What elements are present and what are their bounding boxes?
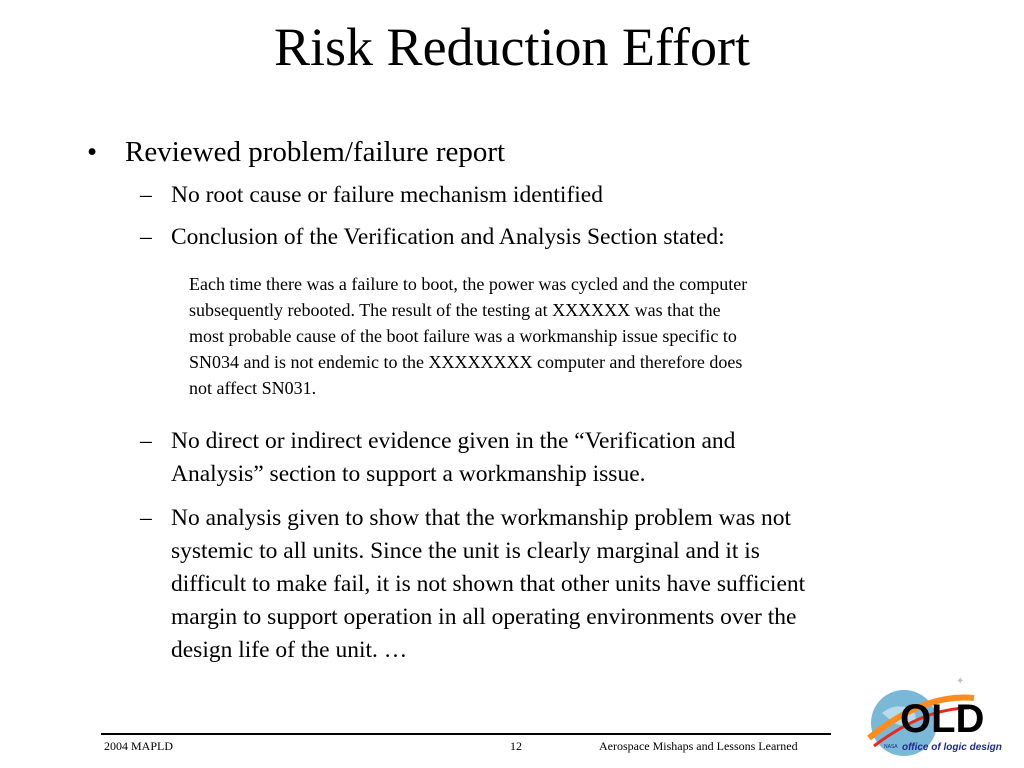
subitem-line: Analysis” section to support a workmanship issue. bbox=[171, 461, 646, 487]
subitem-line: systemic to all units. Since the unit is clearly marginal and it is bbox=[171, 538, 760, 564]
logo-tagline: office of logic design bbox=[902, 742, 1002, 753]
subitem-text: Conclusion of the Verification and Analysis Section stated: bbox=[171, 224, 725, 250]
bullet-icon: • bbox=[87, 136, 98, 168]
logo-small-text: NASA bbox=[884, 744, 898, 750]
quote-line: not affect SN031. bbox=[189, 378, 317, 398]
quote-line: SN034 and is not endemic to the XXXXXXXX computer and therefore does bbox=[189, 352, 743, 372]
page-number: 12 bbox=[510, 739, 522, 753]
quote-line: subsequently rebooted. The result of the testing at XXXXXX was that the bbox=[189, 300, 721, 320]
subitem-line: margin to support operation in all operating environments over the bbox=[171, 604, 797, 630]
subitem-text bbox=[171, 502, 961, 667]
footer-left: 2004 MAPLD bbox=[104, 739, 174, 753]
dash-icon: – bbox=[140, 224, 152, 250]
subitem-text bbox=[171, 425, 961, 491]
logo-wordmark: OLD bbox=[900, 697, 985, 741]
subitem-line: difficult to make fail, it is not shown that other units have sufficient bbox=[171, 571, 806, 597]
dash-icon: – bbox=[140, 505, 152, 531]
bullet-text: Reviewed problem/failure report bbox=[125, 136, 506, 168]
footer-right: Aerospace Mishaps and Lessons Learned bbox=[599, 739, 798, 753]
quote-line: most probable cause of the boot failure was a workmanship issue specific to bbox=[189, 326, 737, 346]
dash-icon: – bbox=[140, 428, 152, 454]
subitem-line: design life of the unit. … bbox=[171, 637, 408, 663]
subitem-line: No analysis given to show that the workmanship problem was not bbox=[171, 505, 792, 531]
office-of-logic-design-logo bbox=[864, 668, 1014, 763]
quoted-conclusion bbox=[189, 271, 909, 401]
footer-divider bbox=[101, 733, 831, 735]
sparkle-icon: ✦ bbox=[956, 676, 965, 687]
subitem-line: No direct or indirect evidence given in the “Verification and bbox=[171, 428, 736, 454]
subitem-text: No root cause or failure mechanism identified bbox=[171, 182, 603, 208]
quote-line: Each time there was a failure to boot, the power was cycled and the computer bbox=[189, 274, 748, 294]
dash-icon: – bbox=[140, 182, 152, 208]
slide-title: Risk Reduction Effort bbox=[274, 17, 750, 77]
